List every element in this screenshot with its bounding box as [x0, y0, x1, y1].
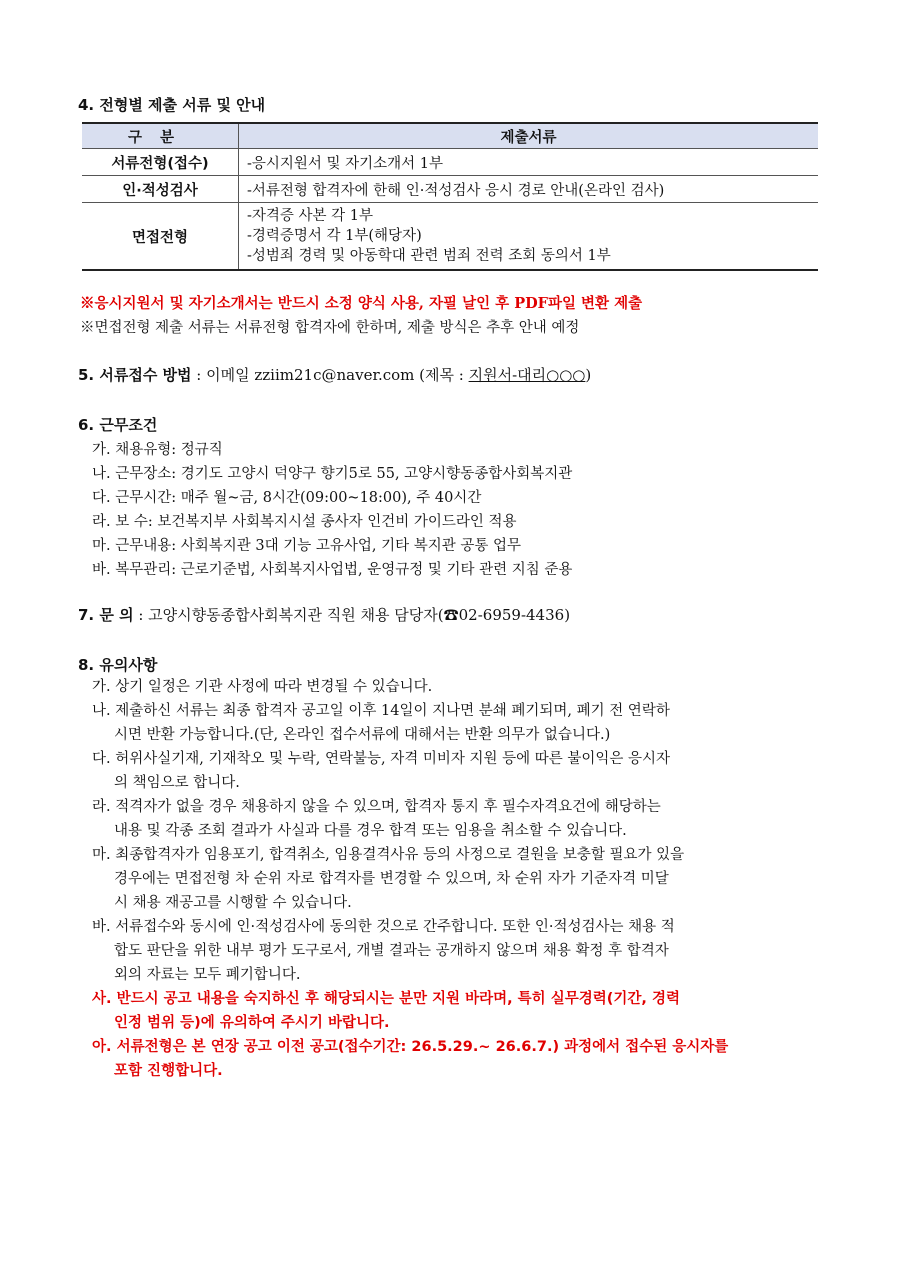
table-row: [82, 176, 818, 203]
section-5-mid: (제목 :: [414, 366, 469, 384]
caution-text-cont: 시 채용 재공고를 시행할 수 있습니다.: [114, 895, 352, 911]
doc-item: -성범죄 경력 및 아동학대 관련 범죄 전력 조회 동의서 1부: [247, 248, 611, 264]
list-item: [92, 795, 832, 843]
caution-text: 사. 반드시 공고 내용을 숙지하신 후 해당되시는 분만 지원 바라며, 특히 실무경력(기간, 경력: [92, 991, 680, 1007]
caution-text-cont: 내용 및 각종 조회 결과가 사실과 다를 경우 합격 또는 임용을 취소할 수 있습니다.: [114, 823, 627, 839]
caution-text: 가. 상기 일정은 기관 사정에 따라 변경될 수 있습니다.: [92, 679, 433, 695]
section-8-title: 8. 유의사항: [78, 656, 158, 674]
row-docs: -서류전형 합격자에 한해 인·적성검사 응시 경로 안내(온라인 검사): [239, 176, 819, 203]
list-item: [92, 915, 832, 987]
doc-item: -경력증명서 각 1부(해당자): [247, 228, 422, 244]
section-7-title: 7. 문 의: [78, 606, 134, 624]
row-label: 인·적성검사: [82, 176, 239, 203]
email-subject: 지원서-대리○○○: [468, 366, 586, 384]
section-5: [78, 364, 591, 385]
list-item: [92, 1035, 832, 1083]
table-header-row: [82, 123, 818, 149]
caution-text-cont: 경우에는 면접전형 차 순위 자로 합격자를 변경할 수 있으며, 차 순위 자가 기준자격 미달: [114, 871, 669, 887]
list-item: 다. 근무시간: 매주 월~금, 8시간(09:00~18:00), 주 40시간: [92, 490, 482, 506]
note: ※면접전형 제출 서류는 서류전형 합격자에 한하며, 제출 방식은 추후 안내 예정: [80, 320, 580, 336]
caution-text: 바. 서류접수와 동시에 인·적성검사에 동의한 것으로 간주합니다. 또한 인·적성검사는 채용 적: [92, 919, 675, 935]
caution-text-cont: 시면 반환 가능합니다.(단, 온라인 접수서류에 대해서는 반환 의무가 없습니다.): [114, 727, 611, 743]
row-docs: [239, 203, 819, 271]
list-item: 라. 보 수: 보건복지부 사회복지시설 종사자 인건비 가이드라인 적용: [92, 514, 517, 530]
caution-text-cont: 포함 진행합니다.: [114, 1063, 223, 1079]
list-item: [92, 675, 832, 699]
table-header-documents: 제출서류: [239, 123, 819, 149]
caution-text-cont: 인정 범위 등)에 유의하여 주시기 바랍니다.: [114, 1015, 390, 1031]
caution-text-cont: 외의 자료는 모두 폐기합니다.: [114, 967, 301, 983]
contact-text: : 고양시향동종합사회복지관 직원 채용 담당자(☎02-6959-4436): [133, 606, 571, 624]
row-docs: -응시지원서 및 자기소개서 1부: [239, 149, 819, 176]
caution-text: 마. 최종합격자가 임용포기, 합격취소, 임용결격사유 등의 사정으로 결원을 보충할 필요가 있을: [92, 847, 685, 863]
table-row: [82, 149, 818, 176]
caution-text: 다. 허위사실기재, 기재착오 및 누락, 연락불능, 자격 미비자 지원 등에 따른 불이익은 응시자: [92, 751, 670, 767]
row-label: 면접전형: [82, 203, 239, 271]
section-5-suffix: ): [585, 366, 592, 384]
list-item: [92, 747, 832, 795]
list-item: [92, 699, 832, 747]
caution-text-cont: 의 책임으로 합니다.: [114, 775, 240, 791]
caution-text: 나. 제출하신 서류는 최종 합격자 공고일 이후 14일이 지나면 분쇄 폐기되며, 폐기 전 연락하: [92, 703, 670, 719]
table-header-category: 구분: [82, 123, 239, 149]
section-6-title: 6. 근무조건: [78, 416, 158, 434]
list-item: [92, 843, 832, 915]
note-red: ※응시지원서 및 자기소개서는 반드시 소정 양식 사용, 자필 날인 후 PDF파일 변환 제출: [80, 295, 643, 312]
section-4-title: 4. 전형별 제출 서류 및 안내: [78, 96, 266, 114]
list-item: 마. 근무내용: 사회복지관 3대 기능 고유사업, 기타 복지관 공통 업무: [92, 538, 521, 554]
caution-text: 라. 적격자가 없을 경우 채용하지 않을 수 있으며, 합격자 통지 후 필수자격요건에 해당하는: [92, 799, 661, 815]
table-row: [82, 203, 818, 271]
section-5-prefix: : 이메일: [191, 366, 255, 384]
list-item: 가. 채용유형: 정규직: [92, 442, 223, 458]
caution-text-cont: 합도 판단을 위한 내부 평가 도구로서, 개별 결과는 공개하지 않으며 채용 확정 후 합격자: [114, 943, 669, 959]
list-item: 나. 근무장소: 경기도 고양시 덕양구 향기5로 55, 고양시향동종합사회복지관: [92, 466, 573, 482]
doc-item: -자격증 사본 각 1부: [247, 208, 374, 224]
email-address: zziim21c@naver.com: [254, 366, 415, 384]
list-item: 바. 복무관리: 근로기준법, 사회복지사업법, 운영규정 및 기타 관련 지침 준용: [92, 562, 573, 578]
row-label: 서류전형(접수): [82, 149, 239, 176]
section-7: [78, 604, 570, 625]
caution-text: 아. 서류전형은 본 연장 공고 이전 공고(접수기간: 26.5.29.~ 26.6.7.) 과정에서 접수된 응시자를: [92, 1039, 729, 1055]
list-item: [92, 987, 832, 1035]
section-5-title: 5. 서류접수 방법: [78, 366, 192, 384]
documents-table: [82, 122, 818, 271]
